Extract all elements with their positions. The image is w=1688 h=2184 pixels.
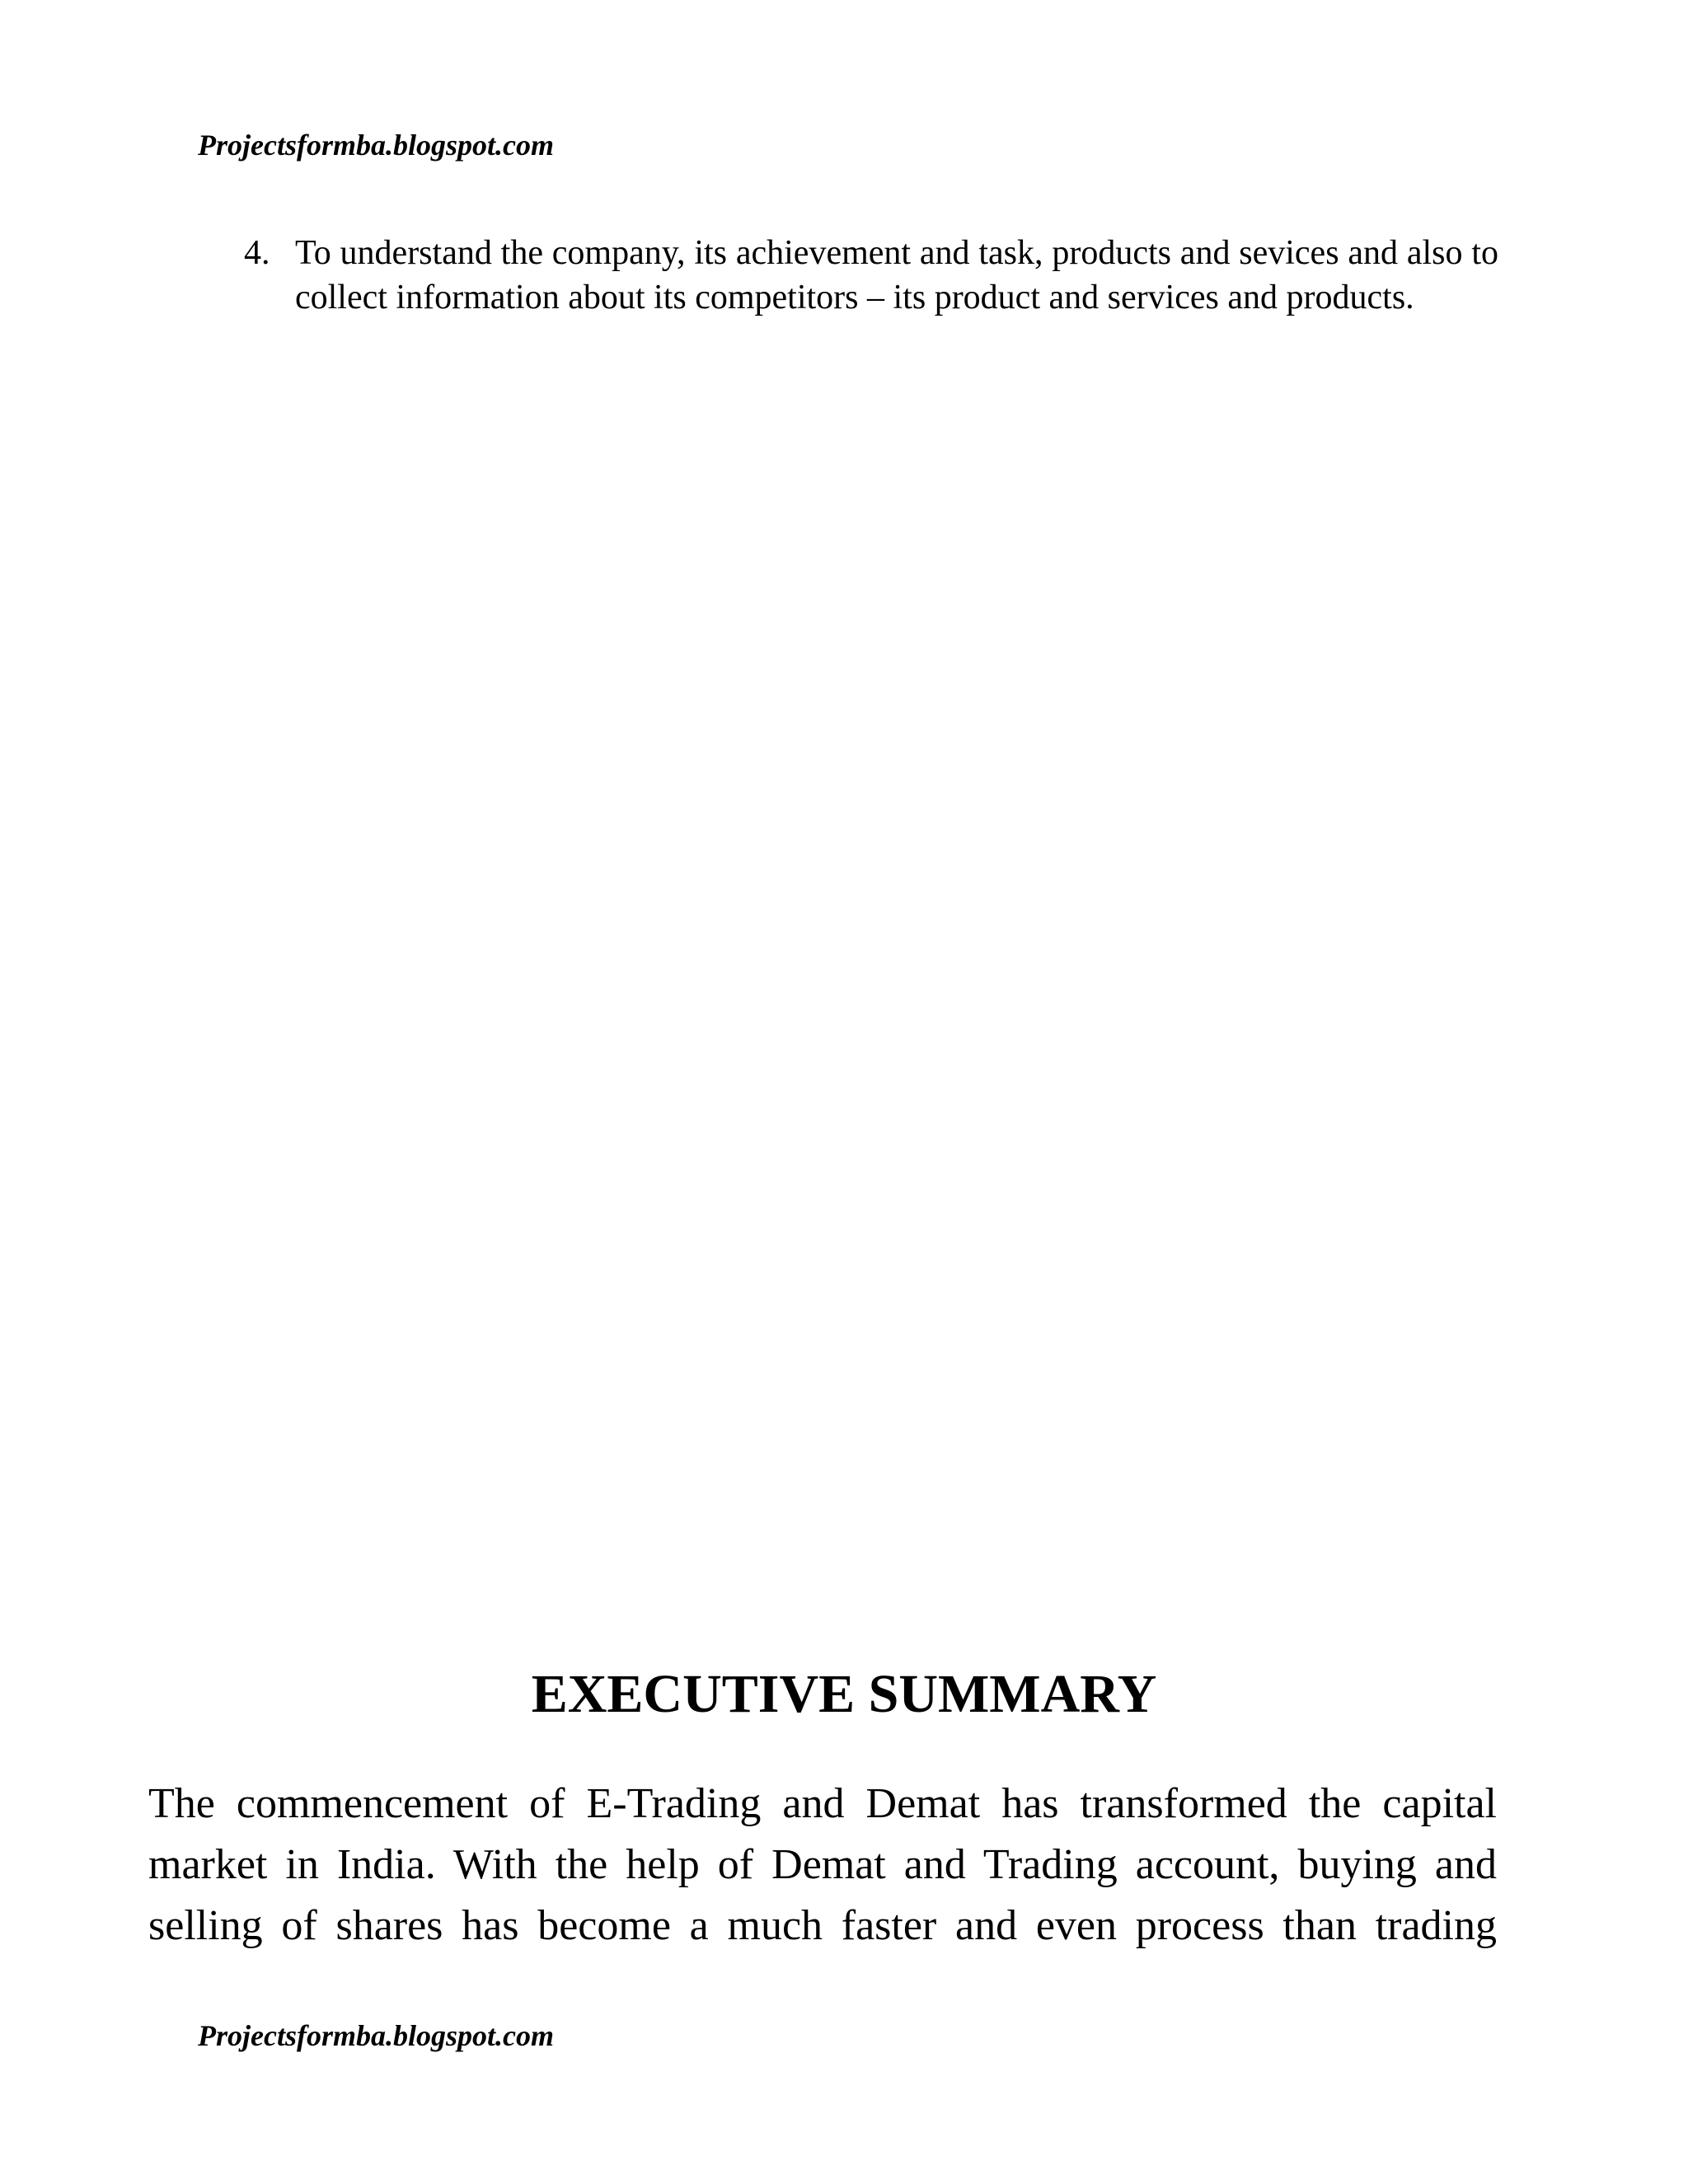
list-item-number: 4.: [244, 234, 270, 272]
paragraph-line: market in India. With the help of Demat and Trading account, buying and: [148, 1841, 1497, 1888]
objective-list-item: [244, 231, 1498, 320]
page-header: Projectsformba.blogspot.com: [198, 129, 554, 162]
list-item-text: To understand the company, its achievement and task, products and sevices and also to collect information about its competitors – its product and services and products.: [295, 234, 1498, 316]
section-heading: EXECUTIVE SUMMARY: [531, 1664, 1157, 1724]
paragraph-line: selling of shares has become a much faster and even process than trading: [148, 1902, 1497, 1949]
paragraph-line: The commencement of E-Trading and Demat has transformed the capital: [148, 1780, 1497, 1827]
executive-summary-paragraph: [148, 1774, 1497, 1957]
page-footer: Projectsformba.blogspot.com: [198, 2019, 554, 2052]
